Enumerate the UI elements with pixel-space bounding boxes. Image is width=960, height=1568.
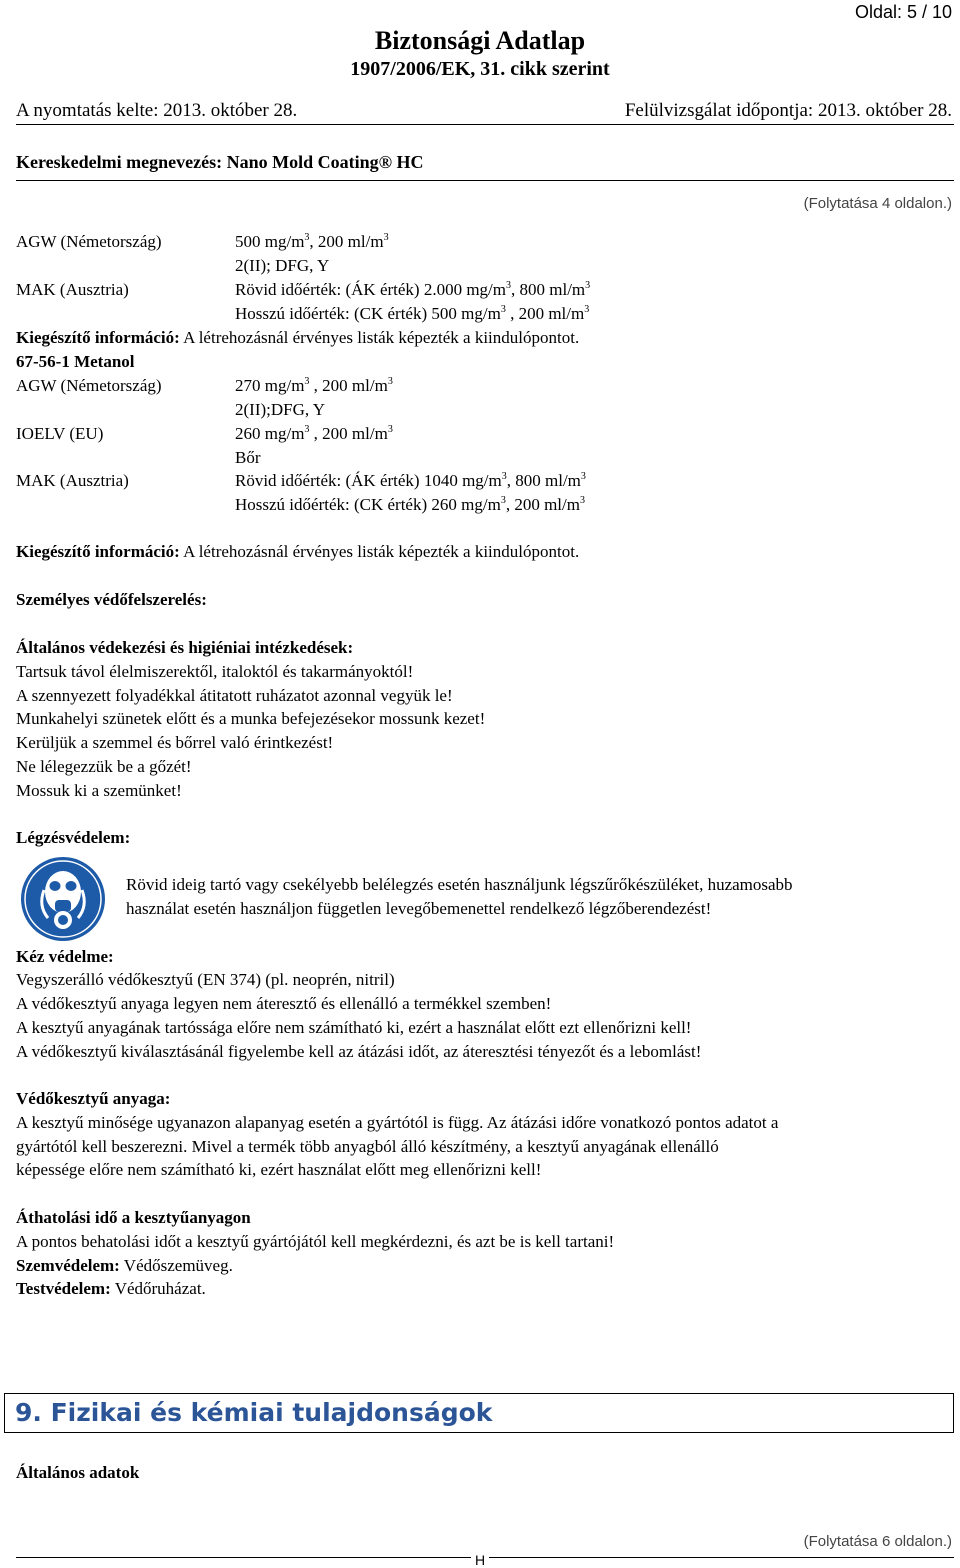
hygiene-heading: Általános védekezési és higiéniai intézkedések: — [16, 638, 354, 657]
hygiene-item: Kerüljük a szemmel és bőrrel való érintkezést! — [16, 733, 334, 752]
methanol-mak-short: Rövid időérték: (ÁK érték) 1040 $mg/m^3$, 800 $ml/m^3$ — [235, 471, 586, 490]
methanol-ioelv-note: Bőr — [235, 448, 261, 467]
methanol-mak-long: Hosszú időérték: (CK érték) 260 $mg/m^3$, 200 $ml/m^3$ — [235, 495, 585, 514]
hygiene-item: Munkahelyi szünetek előtt és a munka befejezésekor mossunk kezet! — [16, 709, 486, 728]
header-divider — [16, 124, 954, 125]
section-9-title: 9. Fizikai és kémiai tulajdonságok — [15, 1398, 493, 1427]
hygiene-item: Mossuk ki a szemünket! — [16, 781, 182, 800]
document-title: Biztonsági Adatlap — [374, 26, 586, 55]
mak-label: MAK (Ausztria) — [16, 280, 129, 299]
footer-letter: H — [0, 1552, 960, 1568]
glove-material-heading: Védőkesztyű anyaga: — [16, 1089, 171, 1108]
trade-name-divider — [16, 180, 954, 181]
glove-material-text: gyártótól kell beszerezni. Mivel a termék több anyagból álló készítmény, a kesztyű anyagának ellenálló — [16, 1137, 719, 1156]
page-number: Oldal: 5 / 10 — [854, 2, 952, 22]
agw-value: 500 $mg/m^3$, 200 $ml/m^3$ — [235, 232, 389, 251]
agw-label: AGW (Németország) — [16, 232, 162, 251]
respiratory-text: Rövid ideig tartó vagy csekélyebb belélegzés esetén használjunk légszűrőkészüléket, huzamosabb — [126, 875, 793, 894]
glove-material-text: A kesztyű minősége ugyanazon alapanyag esetén a gyártótól is függ. Az átázási időre vonatkozó pontos adatot a — [16, 1113, 779, 1132]
methanol-mak-label: MAK (Ausztria) — [16, 471, 129, 490]
hygiene-item: Ne lélegezzük be a gőzét! — [16, 757, 192, 776]
review-date: Felülvizsgálat időpontja: 2013. október 28. — [624, 100, 952, 121]
hand-item: Vegyszerálló védőkesztyű (EN 374) (pl. neoprén, nitril) — [16, 970, 395, 989]
glove-material-text: képessége előre nem számítható ki, ezért használat előtt meg ellenőrizni kell! — [16, 1160, 542, 1179]
hand-item: A védőkesztyű anyaga legyen nem áteresztő és ellenálló a termékkel szemben! — [16, 994, 552, 1013]
methanol-agw-value: 270 $mg/m^3$ , 200 $ml/m^3$ — [235, 376, 393, 395]
breakthrough-heading: Áthatolási idő a kesztyűanyagon — [16, 1208, 251, 1227]
hand-item: A kesztyű anyagának tartóssága előre nem számítható ki, ezért a használat előtt ezt ellenőrizni kell! — [16, 1018, 692, 1037]
trade-name: Kereskedelmi megnevezés: Nano Mold Coating® HC — [16, 152, 424, 172]
mak-short-value: Rövid időérték: (ÁK érték) 2.000 $mg/m^3$, 800 $ml/m^3$ — [235, 280, 591, 299]
document-subtitle: 1907/2006/EK, 31. cikk szerint — [350, 58, 610, 80]
agw-note: 2(II); DFG, Y — [235, 256, 330, 275]
respiratory-text: használat esetén használjon független levegőbemenettel rendelkező légzőberendezést! — [126, 899, 712, 918]
general-data-heading: Általános adatok — [16, 1463, 140, 1482]
section-9-box — [4, 1393, 954, 1433]
methanol-heading: 67-56-1 Metanol — [16, 352, 135, 371]
hygiene-item: Tartsuk távol élelmiszerektől, italoktól és takarmányoktól! — [16, 662, 414, 681]
methanol-ioelv-value: 260 $mg/m^3$ , 200 $ml/m^3$ — [235, 424, 393, 443]
continued-to: (Folytatása 6 oldalon.) — [803, 1533, 952, 1550]
eye-protection: Szemvédelem: Védőszemüveg. — [16, 1256, 233, 1275]
hand-item: A védőkesztyű kiválasztásánál figyelembe kell az átázási időt, az áteresztési tényezőt és a lebomlást! — [16, 1042, 702, 1061]
mak-long-value: Hosszú időérték: (CK érték) 500 $mg/m^3$ , 200 $ml/m^3$ — [235, 304, 590, 323]
hand-heading: Kéz védelme: — [16, 947, 114, 966]
extra-info-methanol: Kiegészítő információ: A létrehozásnál érvényes listák képezték a kiindulópontot. — [16, 542, 580, 561]
print-date: A nyomtatás kelte: 2013. október 28. — [16, 100, 298, 121]
respiratory-heading: Légzésvédelem: — [16, 828, 131, 847]
body-protection: Testvédelem: Védőruházat. — [16, 1279, 206, 1298]
methanol-ioelv-label: IOELV (EU) — [16, 424, 104, 443]
respirator-mask-icon — [20, 856, 106, 947]
continued-from: (Folytatása 4 oldalon.) — [803, 195, 952, 212]
extra-info-top: Kiegészítő információ: A létrehozásnál érvényes listák képezték a kiindulópontot. — [16, 328, 580, 347]
ppe-heading: Személyes védőfelszerelés: — [16, 590, 207, 609]
methanol-agw-label: AGW (Németország) — [16, 376, 162, 395]
breakthrough-text: A pontos behatolási időt a kesztyű gyártójától kell megkérdezni, és azt be is kell tartani! — [16, 1232, 615, 1251]
methanol-agw-note: 2(II);DFG, Y — [235, 400, 326, 419]
hygiene-item: A szennyezett folyadékkal átitatott ruházatot azonnal vegyük le! — [16, 686, 453, 705]
